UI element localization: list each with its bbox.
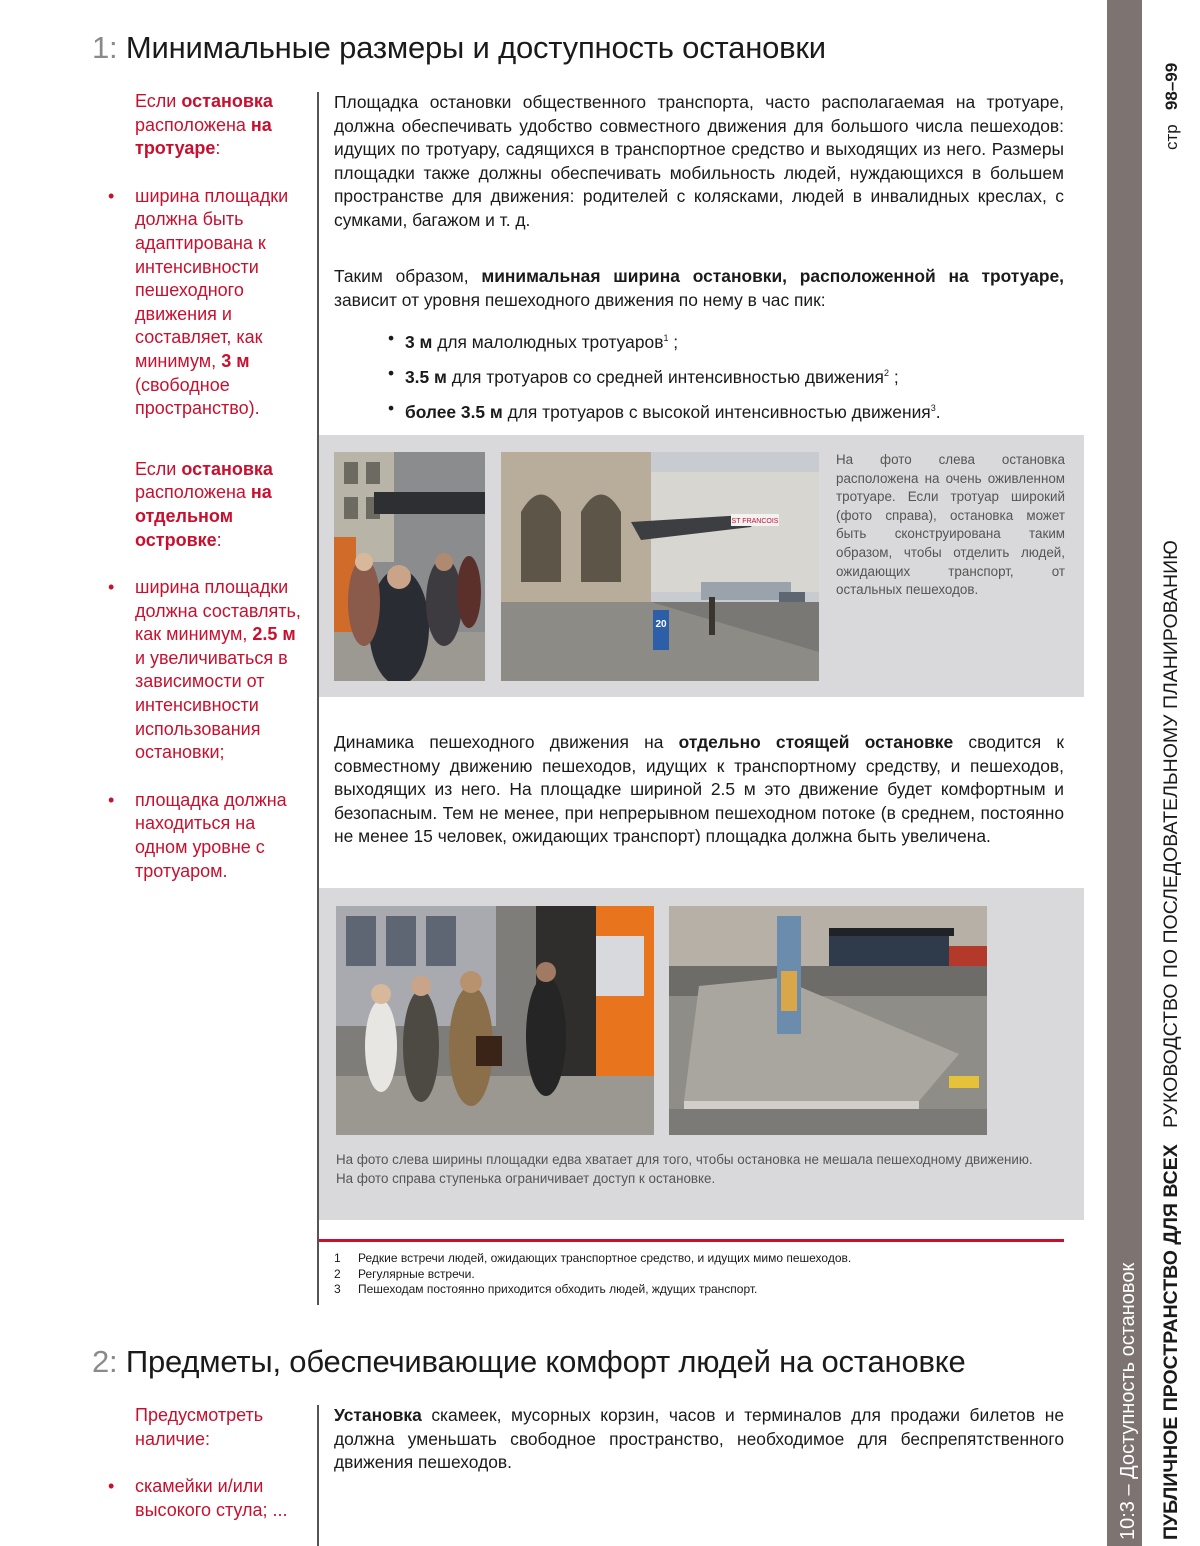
sidebar-notes-2	[108, 1404, 308, 1522]
sidebar-note-provide: Предусмотреть наличие:	[135, 1405, 264, 1449]
page-number: стр 98–99	[1162, 62, 1181, 150]
stop-sign-text: ST FRANCOIS	[731, 518, 779, 525]
photo-island-stop-curb	[669, 906, 987, 1135]
footnote-item: 3 Пешеходам постоянно приходится обходить людей, ждущих транспорт.	[334, 1282, 758, 1297]
section-2-number: 2:	[92, 1344, 118, 1379]
sidebar-note-sidewalk: Если остановка расположена на тротуаре:	[135, 91, 273, 159]
sidebar-notes	[108, 90, 308, 883]
section-1-title: Минимальные размеры и доступность остановки	[125, 30, 826, 65]
photo-crowded-sidewalk-stop	[334, 452, 485, 681]
section-2-title: Предметы, обеспечивающие комфорт людей на остановке	[125, 1344, 966, 1379]
sidebar-bullet-benches: • скамейки и/или высокого стула; ...	[108, 1475, 308, 1522]
sidebar-bullet-width-2-5m: • ширина площадки должна составлять, как минимум, 2.5 м и увеличиваться в зависимости от интенсивности использования остановки;	[108, 576, 308, 765]
list-item: • более 3.5 м для тротуаров с высокой интенсивностью движения$^3$.	[388, 397, 1068, 432]
section-2-heading	[92, 1344, 966, 1380]
list-item: • 3.5 м для тротуаров со средней интенсивностью движения$^2$ ;	[388, 362, 1068, 397]
column-divider-2	[317, 1405, 319, 1546]
footnote-item: 2 Регулярные встречи.	[334, 1266, 475, 1281]
sidebar-note-island: Если остановка расположена на отдельном островке:	[135, 458, 273, 550]
paragraph-island-stop: Динамика пешеходного движения на отдельно стоящей остановке сводится к совместному движению пешеходов, идущих к транспортному средству, и пешеходов, выходящих из него. На площадке шириной 2.5 м это движение будет комфортным и безопасным. Тем не менее, при непрерывном пешеходном потоке (в среднем, постоянно не менее 15 человек, ожидающих транспорт) площадка должна быть увеличена.	[334, 732, 1065, 847]
footnote-divider	[319, 1239, 1064, 1242]
section-1-number: 1:	[92, 30, 118, 65]
photo-wide-sidewalk-stop	[501, 452, 819, 681]
section-1-heading	[92, 30, 826, 66]
section-label: 10:3 – Доступность остановок	[1117, 1262, 1139, 1540]
paragraph-intro: Площадка остановки общественного транспорта, часто располагаемая на тротуаре, должна обеспечивать удобство совместного движения для большого числа пешеходов: идущих по тротуару, садящихся в транспортное средство и выходящих из него. Размеры площадки также должны обеспечивать мобильность людей, нуждающихся в большем пространстве для движения: родителей с колясками, людей в инвалидных креслах, с сумками, багажом и т. д.	[334, 92, 1064, 230]
width-list	[388, 327, 1068, 432]
photo-caption-2: На фото слева ширины площадки едва хватает для того, чтобы остановка не мешала пешеходному движению. На фото справа ступенька ограничивает доступ к остановке.	[336, 1152, 1033, 1186]
sidebar-bullet-width-3m: • ширина площадки должна быть адаптирована к интенсивности пешеходного движения и составляет, как минимум, 3 м (свободное пространство).	[108, 185, 308, 421]
paragraph-min-width: Таким образом, минимальная ширина остановки, расположенной на тротуаре, зависит от уровня пешеходного движения по нему в час пик:	[334, 266, 1064, 310]
footnotes	[334, 1251, 851, 1298]
paragraph-furniture: Установка скамеек, мусорных корзин, часов и терминалов для продажи билетов не должна уменьшать свободное пространство, необходимое для беспрепятственного движения пешеходов.	[334, 1405, 1064, 1473]
timetable-text: 20	[655, 619, 667, 630]
sidebar-bullet-same-level: • площадка должна находиться на одном уровне с тротуаром.	[108, 789, 308, 883]
photo-boarding-bus	[336, 906, 654, 1135]
footnote-item: 1 Редкие встречи людей, ожидающих транспортное средство, и идущих мимо пешеходов.	[334, 1251, 852, 1265]
guide-title: ПУБЛИЧНОЕ ПРОСТРАНСТВО ДЛЯ ВСЕХ РУКОВОДСТВО ПО ПОСЛЕДОВАТЕЛЬНОМУ ПЛАНИРОВАНИЮ	[1160, 540, 1182, 1540]
list-item: • 3 м для малолюдных тротуаров$^1$ ;	[388, 327, 1068, 362]
photo-caption-1: На фото слева остановка расположена на очень оживленном тротуаре. Если тротуар широкий (фото справа), остановка может быть сконструирована таким образом, чтобы отделить людей, ожидающих транспорт, от остальных пешеходов.	[836, 452, 1065, 598]
